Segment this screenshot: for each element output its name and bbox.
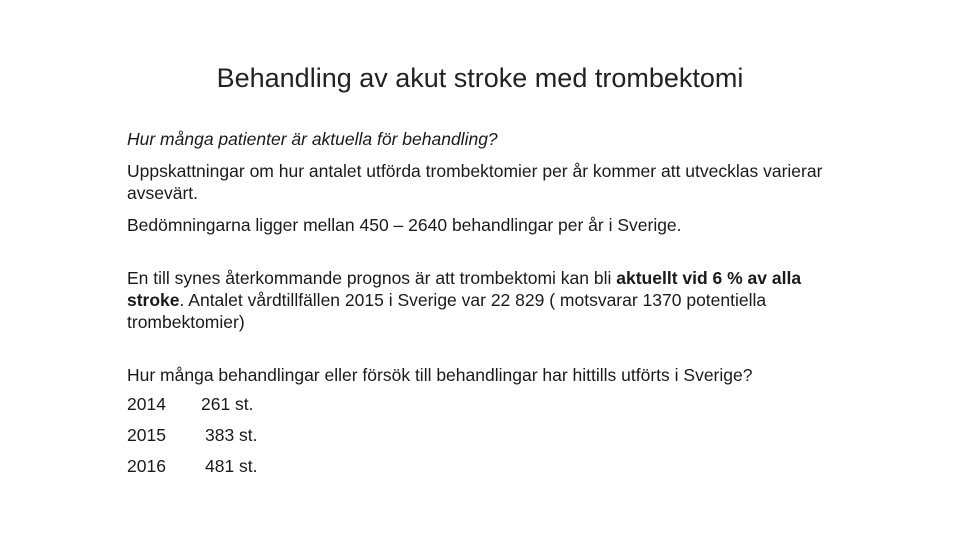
year-row	[127, 450, 827, 481]
prognosis-highlight: aktuellt vid 6 % av alla stroke	[127, 268, 802, 310]
year-label: 2015	[127, 424, 166, 445]
year-row	[127, 419, 827, 450]
range-paragraph: Bedömningarna ligger mellan 450 – 2640 behandlingar per år i Sverige.	[127, 215, 682, 235]
slide-body	[127, 128, 827, 481]
prognosis-paragraph	[127, 267, 827, 333]
year-row	[127, 388, 827, 419]
year-label: 2016	[127, 455, 166, 476]
question-patients: Hur många patienter är aktuella för behandling?	[127, 129, 498, 149]
year-label: 2014	[127, 393, 166, 414]
question-treatments: Hur många behandlingar eller försök till behandlingar har hittills utförts i Sverige?	[127, 365, 753, 385]
year-count: 481 st.	[205, 455, 258, 476]
year-count: 383 st.	[205, 424, 258, 445]
prognosis-text-end: . Antalet vårdtillfällen 2015 i Sverige var 22 829 ( motsvarar 1370 potentiella trombektomier)	[127, 290, 767, 332]
year-count: 261 st.	[201, 393, 254, 414]
treatment-counts	[127, 388, 827, 481]
prognosis-text-start: En till synes återkommande prognos är att trombektomi kan bli	[127, 268, 617, 288]
slide-title: Behandling av akut stroke med trombektomi	[216, 63, 744, 93]
estimates-paragraph: Uppskattningar om hur antalet utförda trombektomier per år kommer att utvecklas varierar avsevärt.	[127, 161, 823, 203]
